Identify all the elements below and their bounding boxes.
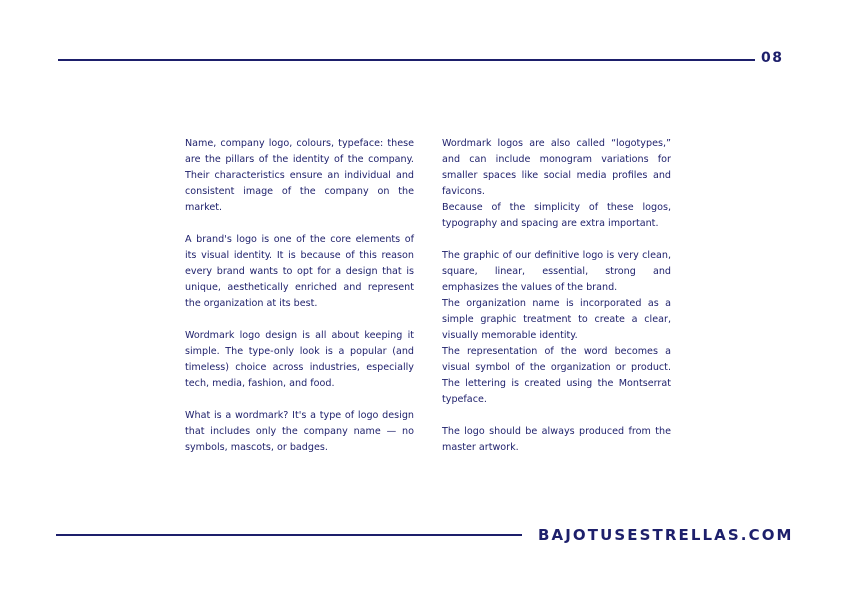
header-rule <box>58 59 755 61</box>
right-text-column <box>442 136 671 472</box>
left-paragraph-1: Name, company logo, colours, typeface: these are the pillars of the identity of the company. Their characteristics ensure an individual and consistent image of the company on the market. <box>185 138 414 213</box>
website-url: BAJOTUSESTRELLAS.COM <box>538 526 794 544</box>
footer-rule <box>56 534 522 536</box>
right-paragraph-1: Wordmark logos are also called “logotypes,” and can include monogram variations for smaller spaces like social media profiles and favicons. <box>442 138 671 197</box>
right-paragraph-3: The graphic of our definitive logo is very clean, square, linear, essential, strong and emphasizes the values of the brand. <box>442 250 671 293</box>
left-text-column <box>185 136 414 472</box>
left-paragraph-4: What is a wordmark? It's a type of logo design that includes only the company name — no symbols, mascots, or badges. <box>185 410 414 453</box>
right-paragraph-6: The logo should be always produced from the master artwork. <box>442 426 671 453</box>
page-number: 08 <box>761 50 784 66</box>
right-paragraph-5: The representation of the word becomes a visual symbol of the organization or product. The lettering is created using the Montserrat typeface. <box>442 346 671 405</box>
left-paragraph-3: Wordmark logo design is all about keeping it simple. The type-only look is a popular (and timeless) choice across industries, especially tech, media, fashion, and food. <box>185 330 414 389</box>
right-paragraph-4: The organization name is incorporated as a simple graphic treatment to create a clear, visually memorable identity. <box>442 298 671 341</box>
left-paragraph-2: A brand's logo is one of the core elements of its visual identity. It is because of this reason every brand wants to opt for a design that is unique, aesthetically enriched and represent the organization at its best. <box>185 234 414 309</box>
right-paragraph-2: Because of the simplicity of these logos, typography and spacing are extra important. <box>442 202 671 229</box>
